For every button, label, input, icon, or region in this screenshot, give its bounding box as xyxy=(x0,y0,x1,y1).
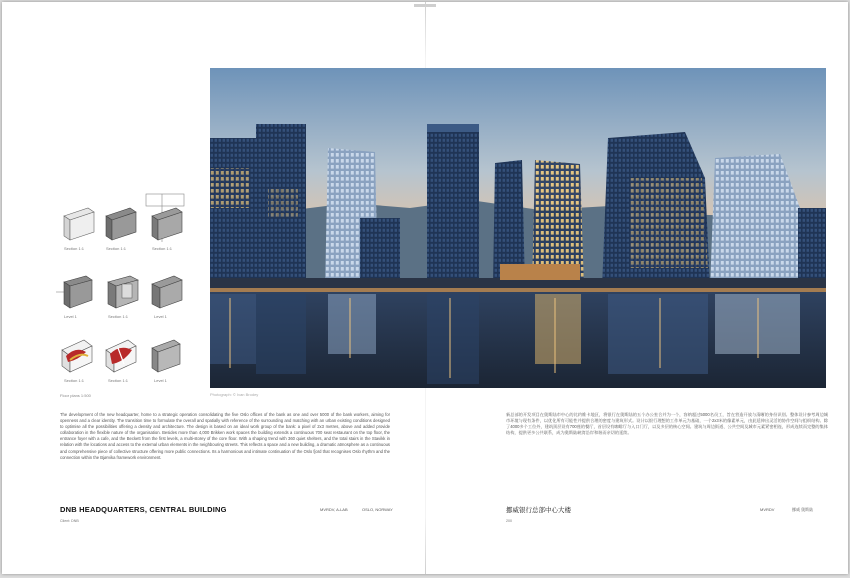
diagram-3-caption: Section 1:1 xyxy=(152,246,173,251)
diagram-1-caption: Section 1:1 xyxy=(64,246,85,251)
city-skyline-waterfront-photo xyxy=(210,68,826,388)
diagram-9 xyxy=(146,334,188,386)
diagram-8-caption: Section 1:1 xyxy=(108,378,129,383)
diagram-6-caption: Level 1 xyxy=(154,314,167,319)
architect-english: MVRDV, A-LAB xyxy=(320,507,348,512)
diagram-6 xyxy=(146,270,188,322)
chinese-body-text: 新总部的开发项目在奥斯陆市中心的比约维卡地区，将银行在奥斯陆的五个办公室合并为一个，容纳超过5000名员工，旨在营造开放与清晰的身份识别。整体设计参考周边城市环境与现有条件，以优化所有可能性并提供合理的密度与建筑形式。设计以银行理想的工作单元为基础，一个2x3米的像素单元，由此延伸出灵活的协作空间与组织结构。除了4000多个工位外，建筑顶层设有700座的餐厅，首层设有咖啡厅与入口门厅，以及多层的核心空间。建筑与周边街道、公共空间及城市元素紧密相连，形成连续而完整的集体结构，提供更多公共联系，成为奥斯陆峡湾沿岸和谐而亲切的延续。 xyxy=(506,412,828,436)
page-number: 200 xyxy=(506,519,512,523)
city-skyline-photo xyxy=(210,68,826,388)
project-title-chinese: 挪威银行总部中心大楼 xyxy=(506,507,571,514)
diagram-2-caption: Section 1:1 xyxy=(106,246,127,251)
diagram-4-caption: Level 1 xyxy=(64,314,77,319)
plan-caption: Floor plans 1:500 xyxy=(60,393,91,398)
project-title-english: DNB HEADQUARTERS, CENTRAL BUILDING xyxy=(60,505,227,514)
diagram-7-caption: Section 1:1 xyxy=(64,378,85,383)
diagram-3 xyxy=(142,190,184,242)
english-body-text: The development of the new headquarter, home to a strategic operation consolidating the five Oslo offices of the bank as one and over 5000 of the bank workers, aiming for openness and a clear identity. The transition time to formulate the overall and spatially with reference of the surrounding and matching with an urban existing conditions designed to optimise all the possibilities offering a density and architecture. The design is based on an ideal work group of the bank: a pixel of 2x3 metres, above and added provide collaboration in the flexible nature of the organisation. Besides more than 4,000 Brikken work spaces the building extends a continuous 700 seat restaurant on the top floor, the entrance foyer with a cafe, and the Beckett from the first levels, a multi-storey of the core floor. With a shaping trend with 360 quiet shelters, and the total stairs in the Stavikk in relation with the locations and access to the external urban elements in the neighbouring streets. This reflects a space and a new building, a dramatic atmosphere as a continuous and comprehensive piece of collective structure offering more public connections. Its a harmonious and intimate continuation of the Oslo fjord that recognises Oslo rhythm and the connection within the Bjørvika framework environment. xyxy=(60,412,390,460)
location-english: OSLO, NORWAY xyxy=(362,507,393,512)
location-chinese: 挪威 奥斯陆 xyxy=(792,507,814,512)
diagram-5-caption: Section 1:1 xyxy=(108,314,129,319)
magazine-spread xyxy=(2,2,848,574)
project-info-english: Client: DNB xyxy=(60,519,79,523)
photo-credit: Photograph: © Ivan Brodey xyxy=(210,392,259,397)
diagram-9-caption: Level 1 xyxy=(154,378,167,383)
architect-chinese: MVRDV xyxy=(760,507,775,512)
